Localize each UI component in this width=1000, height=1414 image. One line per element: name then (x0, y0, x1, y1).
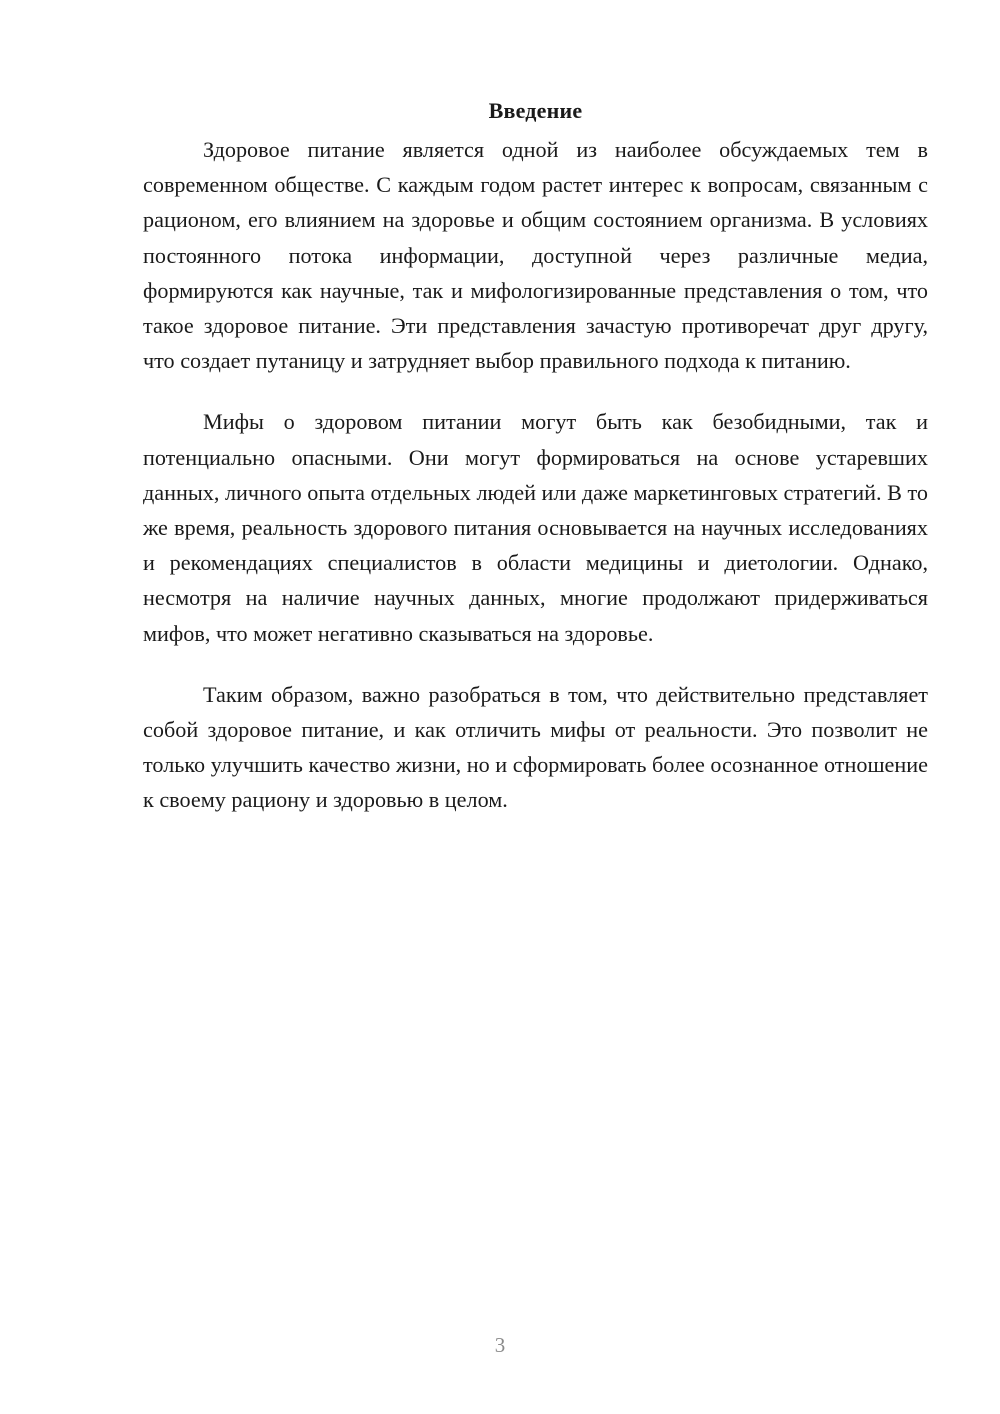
page-number: 3 (494, 1333, 506, 1357)
paragraph-1: Здоровое питание является одной из наиболее обсуждаемых тем в современном обществе. С каждым годом растет интерес к вопросам, связанным с рационом, его влиянием на здоровье и общим состоянием организма. В условиях постоянного потока информации, доступной через различные медиа, формируются как научные, так и мифологизированные представления о том, что такое здоровое питание. Эти представления зачастую противоречат друг другу, что создает путаницу и затрудняет выбор правильного подхода к питанию. (143, 137, 928, 374)
section-title: Введение (488, 98, 583, 123)
paragraph-3: Таким образом, важно разобраться в том, что действительно представляет собой здоровое питание, и как отличить мифы от реальности. Это позволит не только улучшить качество жизни, но и сформировать более осознанное отношение к своему рациону и здоровью в целом. (143, 681, 928, 813)
page-content (143, 96, 928, 844)
paragraph-2: Мифы о здоровом питании могут быть как безобидными, так и потенциально опасными. Они могут формироваться на основе устаревших данных, личного опыта отдельных людей или даже маркетинговых стратегий. В то же время, реальность здорового питания основывается на научных исследованиях и рекомендациях специалистов в области медицины и диетологии. Однако, несмотря на наличие научных данных, многие продолжают придерживаться мифов, что может негативно сказываться на здоровье. (143, 409, 928, 646)
